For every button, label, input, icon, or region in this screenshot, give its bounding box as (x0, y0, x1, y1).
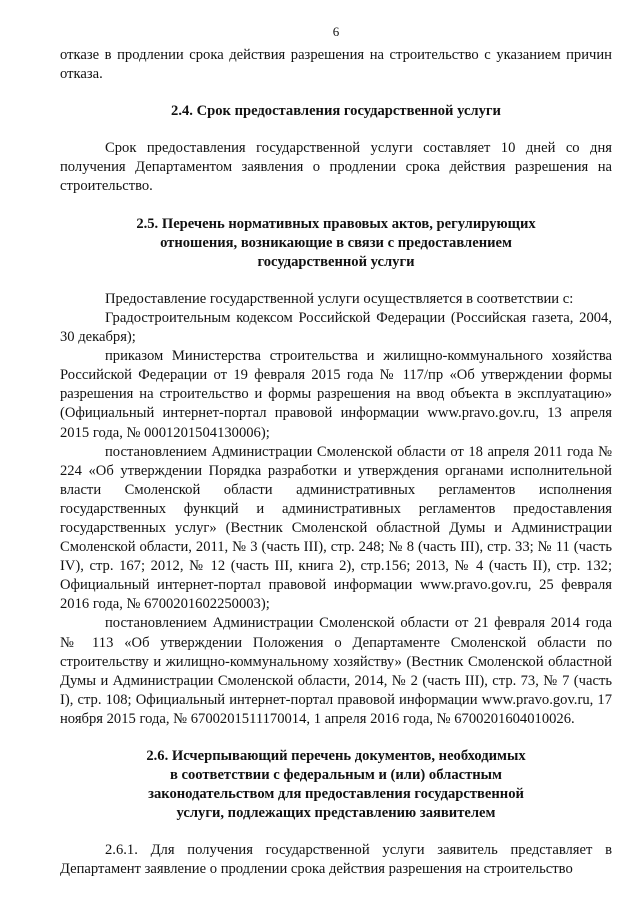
section-2-5-paragraph: Градостроительным кодексом Российской Федерации (Российская газета, 2004, 30 декабря); (60, 309, 612, 346)
section-2-5-paragraph: Предоставление государственной услуги осуществляется в соответствии с: (105, 290, 574, 307)
section-2-5-heading (60, 215, 612, 272)
spacer (60, 823, 612, 841)
spacer (60, 197, 612, 215)
section-2-5-paragraph: постановлением Администрации Смоленской области от 18 апреля 2011 года № 224 «Об утверждении Порядка разработки и утверждения органами исполнительной власти Смоленской области административных регламентов исполнения государственных функций и административных регламентов предоставления государственных услуг» (Вестник Смоленской областной Думы и Администрации Смоленской области, 2011, № 3 (часть III), стр. 248; № 8 (часть III), стр. 33; № 11 (часть IV), стр. 167; 2012, № 12 (часть III, книга 2), стр.156; 2013, № 4 (часть II), стр. 132; Официальный интернет-портал правовой информации www.pravo.gov.ru, 25 февраля 2016 года, № 6700201602250003); (60, 443, 612, 613)
spacer (60, 272, 612, 290)
document-page (60, 24, 612, 880)
section-2-5-heading-line: 2.5. Перечень нормативных правовых актов, регулирующих (136, 215, 536, 232)
page-number: 6 (332, 24, 340, 39)
section-2-4-paragraph: Срок предоставления государственной услуги составляет 10 дней со дня получения Департаментом заявления о продлении срока действия разрешения на строительство. (60, 140, 612, 195)
spacer (60, 729, 612, 747)
section-2-5-paragraph: приказом Министерства строительства и жилищно-коммунального хозяйства Российской Федерации от 19 февраля 2015 года № 117/пр «Об утверждении формы разрешения на строительство и формы разрешения на ввод объекта в эксплуатацию» (Официальный интернет-портал правовой информации www.pravo.gov.ru, 13 апреля 2015 года, № 0001201504130006); (60, 348, 612, 441)
section-2-6-heading-line: в соответствии с федеральным и (или) областным (169, 767, 502, 784)
section-2-5-paragraph: постановлением Администрации Смоленской области от 21 февраля 2014 года № 113 «Об утверждении Положения о Департаменте Смоленской области по строительству и жилищно-коммунальному хозяйству» (Вестник Смоленской областной Думы и Администрации Смоленской области, 2014, № 2 (часть III), стр. 73, № 7 (часть I), стр. 108; Официальный интернет-портал правовой информации www.pravo.gov.ru, 17 ноября 2015 года, № 6700201511170014, 1 апреля 2016 года, № 6700201604010026. (60, 615, 612, 727)
section-2-6-heading (60, 747, 612, 823)
section-2-5-heading-line: отношения, возникающие в связи с предоставлением (160, 234, 512, 251)
section-2-6-heading-line: законодательством для предоставления государственной (148, 786, 524, 803)
section-2-5-heading-line: государственной услуги (257, 253, 415, 270)
section-2-6-paragraph: 2.6.1. Для получения государственной услуги заявитель представляет в Департамент заявление о продлении срока действия разрешения на строительство (60, 842, 612, 878)
section-2-6-heading-line: 2.6. Исчерпывающий перечень документов, необходимых (146, 748, 526, 764)
section-2-4-heading: 2.4. Срок предоставления государственной услуги (171, 103, 501, 120)
spacer (60, 121, 612, 139)
top-paragraph: отказе в продлении срока действия разрешения на строительство с указанием причин отказа. (60, 47, 612, 83)
section-2-6-heading-line: услуги, подлежащих представлению заявителем (176, 805, 496, 822)
spacer (60, 84, 612, 102)
